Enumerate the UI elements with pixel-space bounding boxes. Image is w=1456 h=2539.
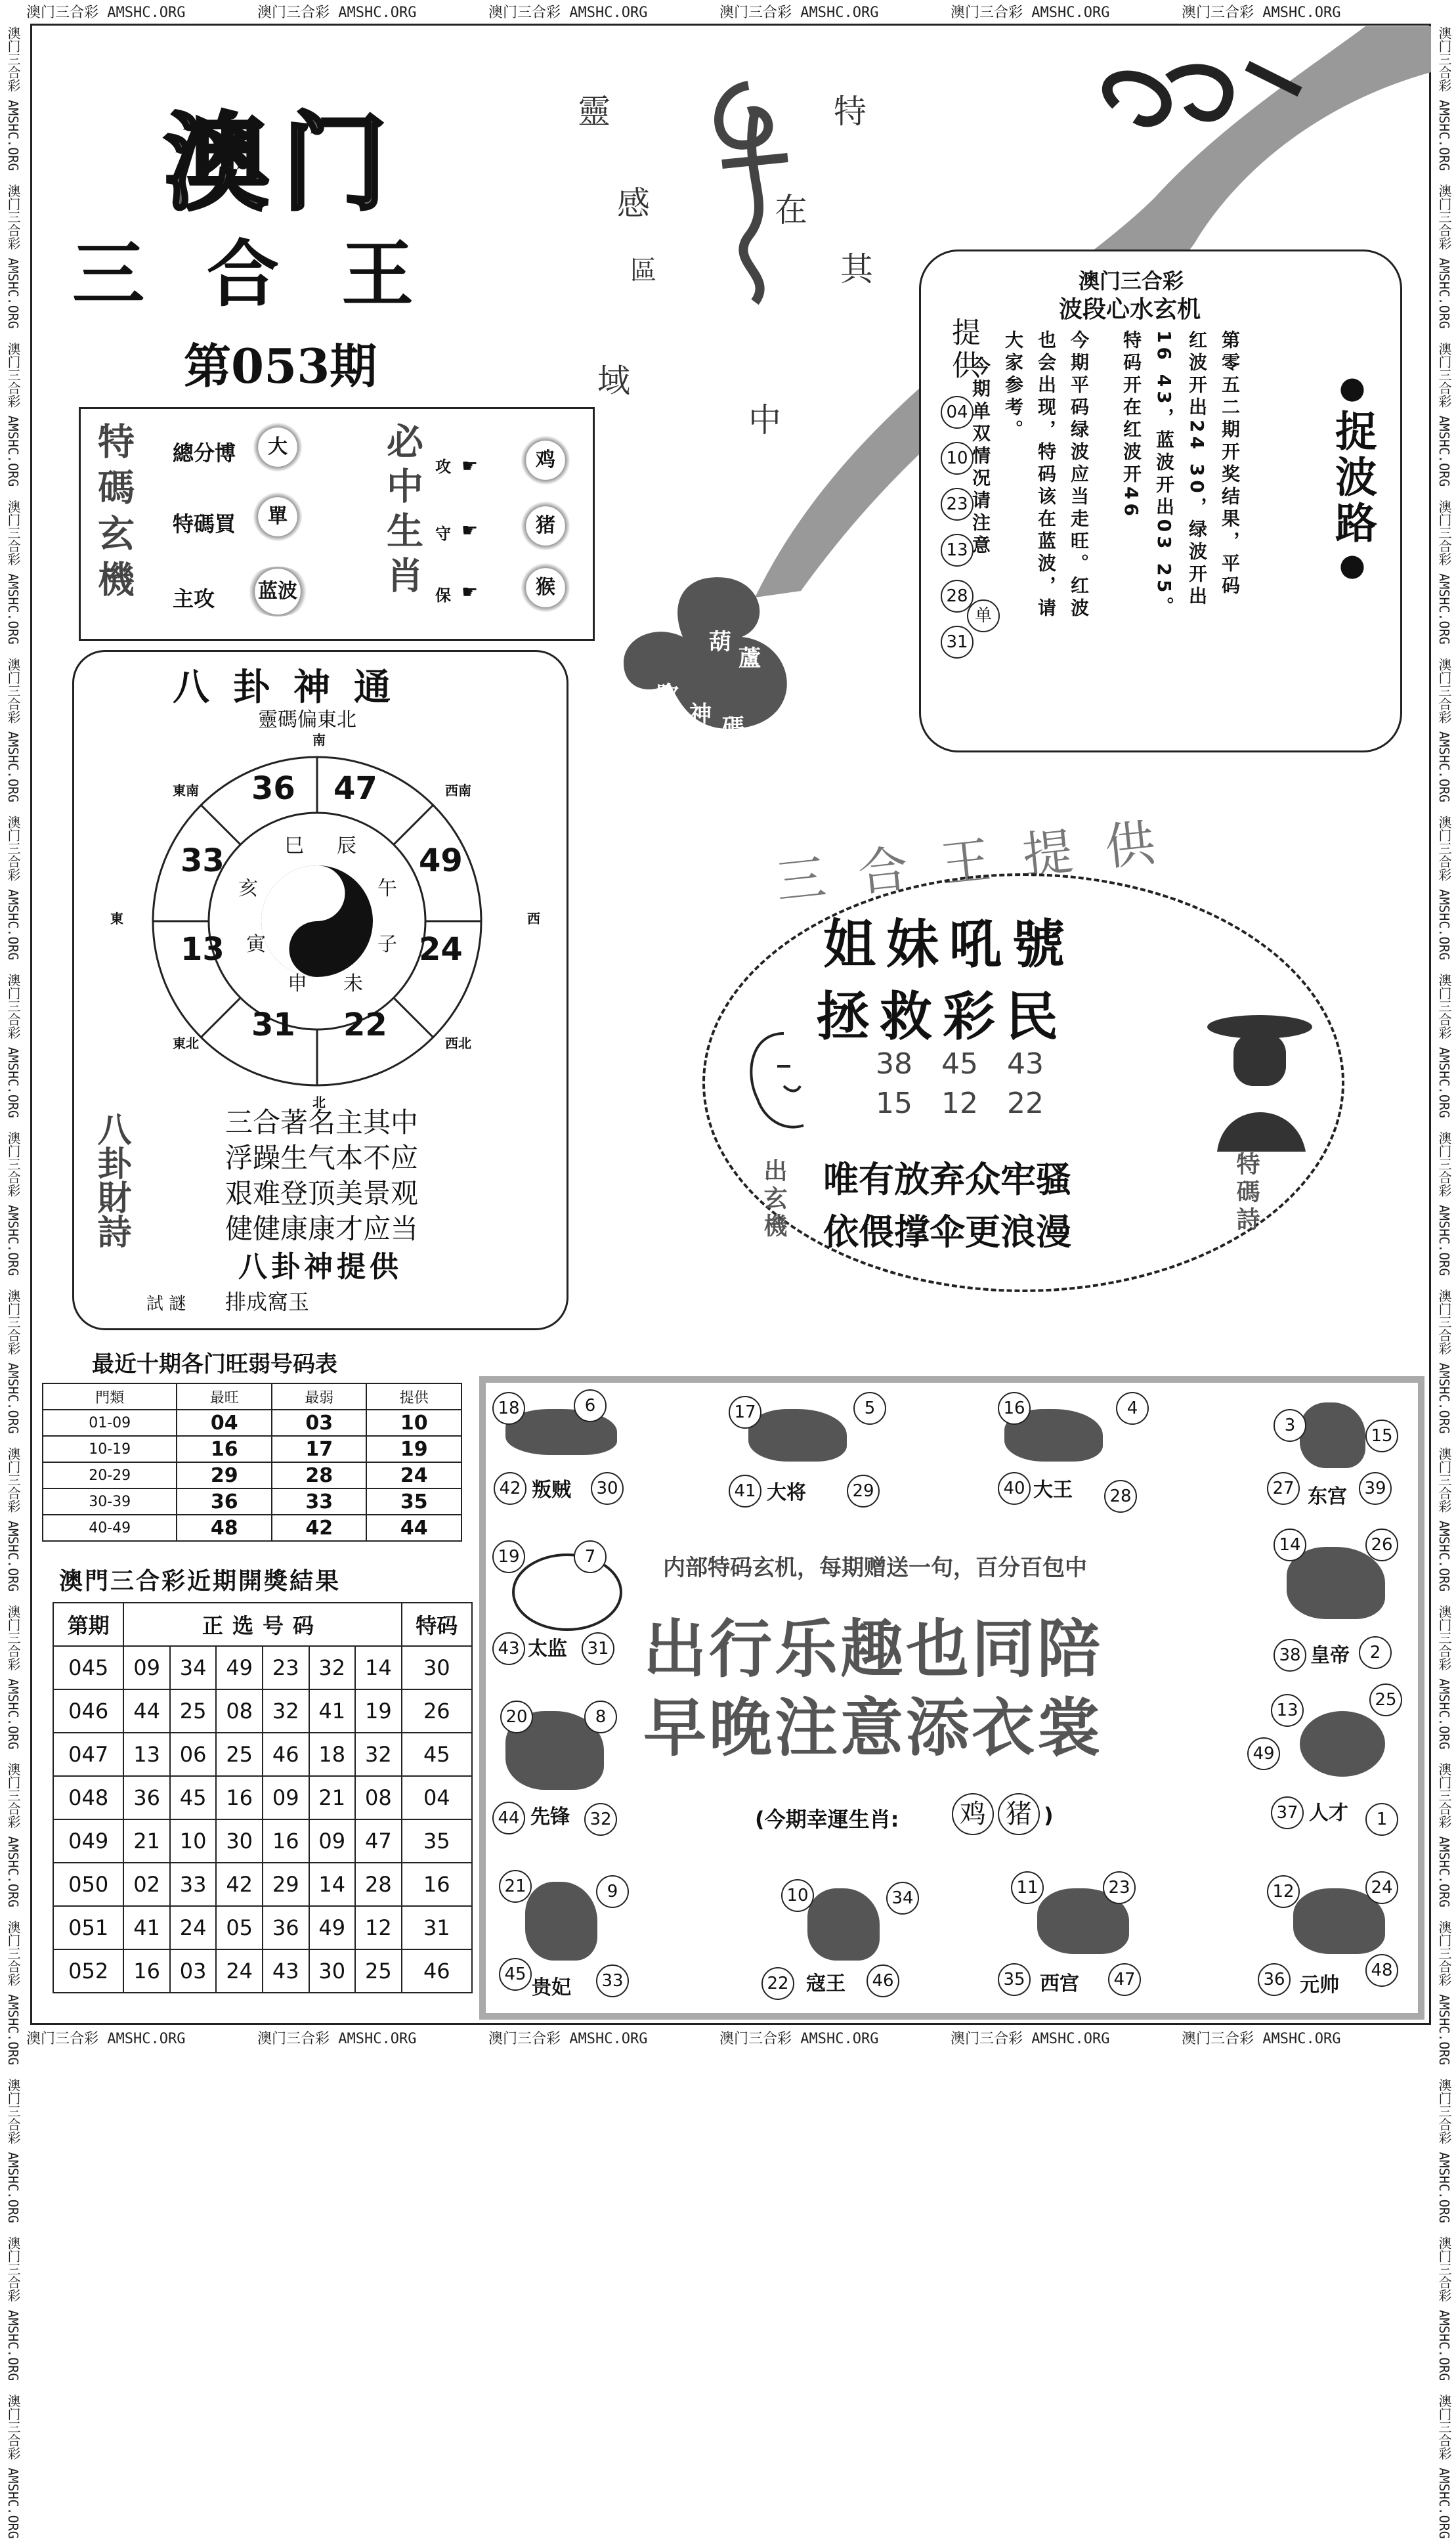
branch: 未 — [343, 972, 363, 995]
branch: 巳 — [284, 835, 304, 857]
rabbit-icon — [1300, 1402, 1365, 1468]
table-row: 10-19 16 17 19 — [43, 1436, 461, 1462]
poem-line: 浮躁生气本不应 — [225, 1142, 419, 1174]
bagua-number: 31 — [251, 1007, 295, 1043]
defend-label: 守 — [435, 525, 451, 543]
zodiac-slogan: 内部特码玄机，每期赠送一句，百分百包中 — [663, 1555, 1087, 1581]
pig-icon — [512, 1553, 622, 1631]
table1-title: 最近十期各门旺弱号码表 — [92, 1351, 337, 1378]
wave-number: 13 — [941, 534, 974, 567]
zodiac-num: 44 — [492, 1802, 525, 1834]
zodiac-num: 38 — [1274, 1639, 1306, 1672]
direction: 西北 — [445, 1035, 471, 1051]
wave-title-2: 波段心水玄机 — [1059, 295, 1201, 323]
sisters-oval — [702, 873, 1344, 1292]
zodiac-num: 34 — [886, 1882, 919, 1915]
table-row: 047 13 06 25 46 18 32 45 — [53, 1733, 472, 1776]
bagua-sub: 靈碼偏東北 — [258, 708, 356, 731]
direction: 西 — [527, 911, 540, 926]
direction: 東 — [110, 911, 123, 926]
zodiac-num: 31 — [582, 1632, 614, 1665]
zodiac-num: 14 — [1274, 1529, 1306, 1561]
zodiac-name: 先锋 — [530, 1806, 570, 1829]
zodiac-num: 28 — [1104, 1480, 1137, 1513]
zodiac-big-2: 早晚注意添衣裳 — [643, 1691, 1103, 1765]
rooster-icon — [525, 1882, 597, 1961]
zodiac-num: 18 — [492, 1392, 525, 1425]
zodiac-name: 太监 — [528, 1638, 567, 1660]
table2-header: 第期 — [53, 1603, 123, 1646]
issue-number: 第053期 — [184, 338, 377, 394]
wave-text-col: 也会出现，特码该在蓝波，请 — [1035, 330, 1057, 620]
guard-value: 猴 — [521, 563, 570, 613]
row-value-3: 蓝波 — [245, 567, 310, 617]
row-label-2: 特碼買 — [173, 511, 236, 536]
zodiac-name: 皇帝 — [1310, 1644, 1350, 1667]
wave-text-col: 第零五二期开奖结果，平码 — [1219, 330, 1241, 598]
table-row: 045 09 34 49 23 32 14 30 — [53, 1646, 472, 1689]
table-row: 30-39 36 33 35 — [43, 1488, 461, 1515]
table-row: 20-29 29 28 24 — [43, 1462, 461, 1488]
hot-cold-table — [42, 1383, 462, 1542]
zodiac-num: 7 — [574, 1540, 607, 1573]
row-value-2: 單 — [253, 492, 303, 542]
bagua-number: 22 — [343, 1007, 387, 1043]
branch: 辰 — [337, 835, 356, 857]
wave-single: 单 — [967, 599, 1000, 632]
wave-number: 28 — [941, 580, 974, 613]
table2-header: 特码 — [402, 1603, 472, 1646]
page-title: 澳门 — [164, 101, 401, 225]
woman-face-icon — [738, 1027, 830, 1145]
right-label: 特碼詩 — [1233, 1152, 1260, 1234]
special-code-label: 特碼玄機 — [92, 422, 135, 606]
wave-text-col: 大家参考。 — [1002, 330, 1024, 442]
zodiac-num: 25 — [1369, 1683, 1402, 1716]
zodiac-name: 寇王 — [806, 1972, 846, 1995]
monkey-icon — [807, 1888, 880, 1961]
branch: 子 — [377, 933, 397, 956]
zodiac-name: 东宫 — [1308, 1485, 1347, 1508]
zodiac-num: 15 — [1365, 1420, 1398, 1452]
sisters-poem-2: 依偎撑伞更浪漫 — [823, 1211, 1071, 1253]
sisters-line2: 拯救彩民 — [817, 986, 1069, 1047]
right-watermark: 澳门三合彩 AMSHC.ORG 澳门三合彩 AMSHC.ORG 澳门三合彩 AMSHC.ORG 澳门三合彩 AMSHC.ORG 澳门三合彩 AMSHC.ORG 澳门三合彩 AMSHC.ORG 澳门三合彩 AMSHC.ORG 澳门三合彩 AMSHC.ORG 澳门三合彩 AMSHC.ORG 澳门三合彩 AMSHC.ORG 澳门三合彩 AMSHC.ORG 澳门三合彩 AMSHC.ORG 澳门三合彩 AMSHC.ORG 澳门三合彩 AMSHC.ORG 澳门三合彩 AMSHC.ORG 澳门三合彩 AMSHC.ORG — [1436, 26, 1452, 2539]
direction: 東南 — [173, 783, 199, 798]
bagua-box — [72, 650, 568, 1330]
yin-yang-icon — [261, 865, 373, 977]
sisters-poem-1: 唯有放弃众牢骚 — [823, 1159, 1071, 1200]
wave-number: 23 — [941, 488, 974, 521]
table-row: 01-09 04 03 10 — [43, 1410, 461, 1436]
zodiac-num: 47 — [1108, 1963, 1141, 1996]
wave-text-col: 红波开出24 30，绿波开出 — [1186, 330, 1208, 609]
zodiac-num: 20 — [500, 1701, 533, 1733]
pointer-icon: ☛ — [461, 455, 479, 477]
table-row: 40-49 48 42 44 — [43, 1515, 461, 1541]
zodiac-num: 3 — [1274, 1409, 1306, 1442]
branch: 申 — [288, 972, 307, 995]
hint: 排成窩玉 — [225, 1290, 310, 1314]
calligraphy-text: 靈 感 區 域 特 在 其 中 — [578, 93, 873, 439]
wave-text-col: 今期单双情况请注意 — [970, 357, 991, 557]
wave-provide: 提供 — [947, 317, 980, 383]
lucky-label: (今期幸運生肖: — [755, 1807, 899, 1832]
zodiac-name: 元帅 — [1300, 1974, 1339, 1997]
ox-icon — [748, 1409, 847, 1462]
zodiac-num: 48 — [1365, 1954, 1398, 1987]
row-label-1: 總分博 — [173, 441, 236, 466]
table-row: 051 41 24 05 36 49 12 31 — [53, 1906, 472, 1949]
left-watermark: 澳门三合彩 AMSHC.ORG 澳门三合彩 AMSHC.ORG 澳门三合彩 AMSHC.ORG 澳门三合彩 AMSHC.ORG 澳门三合彩 AMSHC.ORG 澳门三合彩 AMSHC.ORG 澳门三合彩 AMSHC.ORG 澳门三合彩 AMSHC.ORG 澳门三合彩 AMSHC.ORG 澳门三合彩 AMSHC.ORG 澳门三合彩 AMSHC.ORG 澳门三合彩 AMSHC.ORG 澳门三合彩 AMSHC.ORG 澳门三合彩 AMSHC.ORG 澳门三合彩 AMSHC.ORG 澳门三合彩 AMSHC.ORG — [5, 26, 21, 2539]
zodiac-num: 22 — [761, 1967, 794, 2000]
must-win-label: 必中生肖 — [381, 422, 424, 601]
zodiac-num: 27 — [1267, 1472, 1300, 1505]
zodiac-num: 10 — [781, 1879, 814, 1912]
poem-line: 三合著名主其中 — [225, 1106, 419, 1139]
bagua-poem — [225, 1105, 418, 1247]
zodiac-num: 1 — [1365, 1803, 1398, 1836]
table-row: 046 44 25 08 32 41 19 26 — [53, 1689, 472, 1733]
zodiac-num: 19 — [492, 1540, 525, 1573]
zodiac-num: 32 — [584, 1803, 617, 1836]
sisters-line1: 姐妹吼號 — [823, 913, 1075, 975]
bagua-number: 13 — [181, 931, 225, 968]
pointer-icon: ☛ — [461, 519, 479, 541]
zodiac-num: 29 — [847, 1475, 880, 1508]
table-row: 052 16 03 24 43 30 25 46 — [53, 1949, 472, 1993]
direction: 南 — [312, 732, 326, 748]
branch: 午 — [377, 877, 397, 900]
branch: 亥 — [238, 877, 258, 900]
zodiac-name: 贵妃 — [532, 1976, 571, 1999]
top-watermark: 澳门三合彩 AMSHC.ORG 澳门三合彩 AMSHC.ORG 澳门三合彩 AMSHC.ORG 澳门三合彩 AMSHC.ORG 澳门三合彩 AMSHC.ORG 澳门三合彩 AMSHC.ORG — [26, 5, 1341, 21]
zodiac-num: 6 — [574, 1389, 607, 1422]
zodiac-num: 42 — [494, 1472, 526, 1505]
poem-label: 八卦財詩 — [91, 1112, 131, 1248]
zodiac-num: 11 — [1011, 1871, 1044, 1904]
zodiac-num: 8 — [584, 1701, 617, 1733]
zodiac-panel — [479, 1376, 1424, 2020]
zodiac-num: 46 — [867, 1964, 899, 1997]
zodiac-num: 16 — [998, 1392, 1031, 1425]
zodiac-num: 30 — [591, 1472, 624, 1505]
sisters-numbers: 38 45 43 — [876, 1047, 1044, 1081]
hint-label: 試 謎 — [146, 1294, 186, 1314]
zodiac-num: 26 — [1365, 1529, 1398, 1561]
zodiac-name: 人才 — [1309, 1802, 1348, 1825]
pointer-icon: ☛ — [461, 581, 479, 603]
zodiac-name: 大王 — [1033, 1479, 1073, 1502]
wave-text-col: 特码开在红波开46 — [1121, 330, 1142, 520]
results-table — [53, 1602, 473, 1993]
special-code-box — [79, 407, 595, 641]
lucky-end: ) — [1044, 1803, 1054, 1828]
zodiac-name: 大将 — [767, 1481, 806, 1504]
table2-title: 澳門三合彩近期開獎結果 — [59, 1567, 341, 1595]
dragon-icon — [1287, 1547, 1385, 1619]
bottom-watermark: 澳门三合彩 AMSHC.ORG 澳门三合彩 AMSHC.ORG 澳门三合彩 AMSHC.ORG 澳门三合彩 AMSHC.ORG 澳门三合彩 AMSHC.ORG 澳门三合彩 AMSHC.ORG — [26, 2031, 1341, 2047]
direction: 西南 — [445, 783, 471, 798]
zodiac-num: 37 — [1271, 1796, 1304, 1829]
zodiac-num: 36 — [1258, 1963, 1291, 1996]
bagua-title: 八卦神通 — [173, 666, 414, 709]
table1-header: 提供 — [366, 1383, 461, 1410]
hat-woman-icon — [1204, 1001, 1316, 1152]
wave-number: 10 — [941, 442, 974, 475]
zodiac-num: 21 — [499, 1870, 532, 1903]
table1-header: 門類 — [43, 1383, 177, 1410]
zodiac-big-1: 出行乐趣也同陪 — [643, 1612, 1103, 1686]
catch-wave-label: ●捉波路● — [1328, 370, 1377, 586]
zodiac-num: 49 — [1247, 1737, 1280, 1770]
zodiac-num: 23 — [1103, 1871, 1136, 1904]
wave-title-1: 澳门三合彩 — [1079, 269, 1184, 293]
left-label: 出玄機 — [760, 1158, 788, 1241]
branch: 寅 — [246, 933, 266, 956]
zodiac-num: 35 — [998, 1963, 1031, 1996]
wave-number: 31 — [941, 626, 974, 659]
zodiac-num: 24 — [1365, 1871, 1398, 1904]
row-value-1: 大 — [253, 422, 303, 472]
poem-line: 艰难登顶美景观 — [225, 1177, 419, 1209]
bagua-number: 49 — [419, 842, 463, 879]
row-label-3: 主攻 — [173, 586, 215, 611]
table1-header: 最弱 — [272, 1383, 367, 1410]
attack-label: 攻 — [435, 458, 451, 476]
zodiac-num: 9 — [596, 1875, 629, 1908]
wave-text-col: 今期平码绿波应当走旺。红波 — [1068, 330, 1090, 620]
sisters-arc-title: 三合王提供 — [773, 810, 1191, 911]
bagua-number: 24 — [419, 931, 463, 968]
table2-header: 正选号码 — [123, 1603, 401, 1646]
table1-header: 最旺 — [177, 1383, 272, 1410]
zodiac-num: 13 — [1271, 1694, 1304, 1727]
zodiac-num: 41 — [729, 1475, 761, 1508]
poem-line: 健健康康才应当 — [225, 1213, 419, 1245]
direction: 北 — [312, 1095, 326, 1110]
table-row: 050 02 33 42 29 14 28 16 — [53, 1863, 472, 1906]
zodiac-num: 45 — [499, 1958, 532, 1991]
zodiac-num: 2 — [1359, 1636, 1392, 1669]
zodiac-num: 4 — [1116, 1392, 1149, 1425]
snake-icon — [1300, 1711, 1385, 1777]
table-row: 049 21 10 30 16 09 47 35 — [53, 1819, 472, 1863]
guard-label: 保 — [435, 586, 451, 605]
attack-value: 鸡 — [521, 435, 570, 485]
zodiac-name: 西宫 — [1040, 1972, 1079, 1995]
table-row: 048 36 45 16 09 21 08 04 — [53, 1776, 472, 1819]
zodiac-num: 39 — [1359, 1472, 1392, 1505]
zodiac-num: 5 — [853, 1392, 886, 1425]
bagua-footer: 八卦神提供 — [238, 1250, 402, 1284]
bagua-number: 33 — [181, 842, 225, 879]
zodiac-num: 17 — [729, 1396, 761, 1429]
gourd-text: 葫 蘆 吹 神 碼 — [656, 629, 761, 741]
wave-box — [919, 250, 1402, 752]
defend-value: 猪 — [521, 501, 570, 551]
bagua-number: 47 — [333, 770, 377, 807]
lucky-zodiac: 鸡 — [952, 1793, 994, 1835]
zodiac-name: 叛贼 — [532, 1479, 571, 1502]
lucky-zodiac: 猪 — [998, 1793, 1040, 1835]
zodiac-num: 40 — [998, 1472, 1031, 1505]
direction: 東北 — [173, 1035, 199, 1051]
zodiac-num: 33 — [596, 1964, 629, 1997]
wave-text-col: 16 43，蓝波开出03 25。 — [1153, 330, 1175, 619]
page-subtitle: 三合王 — [72, 232, 476, 316]
wave-number: 04 — [941, 396, 974, 429]
sisters-numbers: 15 12 22 — [876, 1087, 1044, 1120]
bagua-number: 36 — [251, 770, 295, 807]
zodiac-num: 12 — [1267, 1875, 1300, 1908]
zodiac-num: 43 — [492, 1632, 525, 1665]
